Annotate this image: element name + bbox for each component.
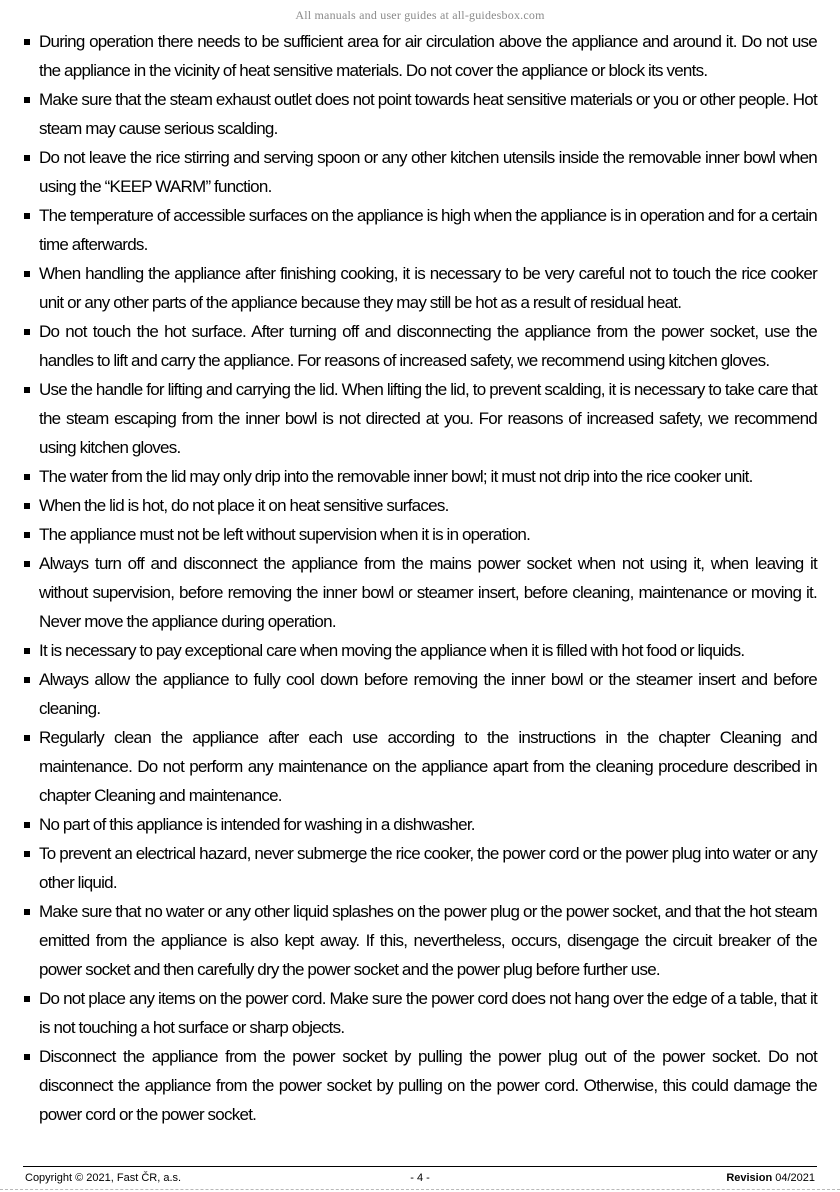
footer-revision-label: Revision — [726, 1172, 773, 1184]
square-bullet-icon — [24, 474, 30, 480]
bullet-text: Make sure that no water or any other liquid splashes on the power plug or the power socket, and that the hot steam emitted from the appliance is also kept away. If this, nevertheless, occurs, disengage the circuit breaker of the power socket and then carefully dry the power socket and the power plug before further use. — [39, 902, 817, 979]
bullet-item — [20, 27, 817, 85]
footer-page-number: - 4 - — [410, 1172, 430, 1184]
bullet-text: The appliance must not be left without supervision when it is in operation. — [39, 525, 531, 544]
bullet-item — [20, 897, 817, 984]
square-bullet-icon — [24, 648, 30, 654]
bullet-text: When the lid is hot, do not place it on heat sensitive surfaces. — [39, 496, 449, 515]
bullet-item — [20, 375, 817, 462]
square-bullet-icon — [24, 677, 30, 683]
square-bullet-icon — [24, 213, 30, 219]
bullet-text: When handling the appliance after finishing cooking, it is necessary to be very careful not to touch the rice cooker unit or any other parts of the appliance because they may still be hot as a result of residual heat. — [39, 264, 817, 312]
bullet-text: Disconnect the appliance from the power socket by pulling the power plug out of the power socket. Do not disconnect the appliance from the power socket by pulling on the power cord. Otherwise, this could damage the power cord or the power socket. — [39, 1047, 817, 1124]
page-bottom-divider — [0, 1189, 840, 1190]
bullet-text: Make sure that the steam exhaust outlet does not point towards heat sensitive materials or you or other people. Hot steam may cause serious scalding. — [39, 90, 817, 138]
bullet-text: No part of this appliance is intended for washing in a dishwasher. — [39, 815, 475, 834]
bullet-item — [20, 259, 817, 317]
bullet-text: The temperature of accessible surfaces on the appliance is high when the appliance is in operation and for a certain time afterwards. — [39, 206, 817, 254]
bullet-item — [20, 723, 817, 810]
square-bullet-icon — [24, 909, 30, 915]
bullet-text: Use the handle for lifting and carrying the lid. When lifting the lid, to prevent scalding, it is necessary to take care that the steam escaping from the inner bowl is not directed at you. For reasons of increased safety, we recommend using kitchen gloves. — [39, 380, 817, 457]
bullet-item — [20, 810, 817, 839]
bullet-item — [20, 85, 817, 143]
square-bullet-icon — [24, 97, 30, 103]
bullet-item — [20, 1042, 817, 1129]
bullet-text: Do not place any items on the power cord. Make sure the power cord does not hang over the edge of a table, that it is not touching a hot surface or sharp objects. — [39, 989, 817, 1037]
bullet-text: Do not leave the rice stirring and serving spoon or any other kitchen utensils inside the removable inner bowl when using the “KEEP WARM” function. — [39, 148, 817, 196]
footer-revision-date: 04/2021 — [775, 1172, 815, 1184]
bullet-item — [20, 520, 817, 549]
bullet-item — [20, 462, 817, 491]
bullet-item — [20, 491, 817, 520]
square-bullet-icon — [24, 503, 30, 509]
bullet-text: The water from the lid may only drip into the removable inner bowl; it must not drip into the rice cooker unit. — [39, 467, 753, 486]
bullet-text: Always allow the appliance to fully cool down before removing the inner bowl or the steamer insert and before cleaning. — [39, 670, 817, 718]
bullet-item — [20, 636, 817, 665]
bullet-text: Always turn off and disconnect the appliance from the mains power socket when not using it, when leaving it without supervision, before removing the inner bowl or steamer insert, before cleaning, maintenance or moving it. Never move the appliance during operation. — [39, 554, 817, 631]
bullet-text: To prevent an electrical hazard, never submerge the rice cooker, the power cord or the power plug into water or any other liquid. — [39, 844, 817, 892]
bullet-item — [20, 549, 817, 636]
square-bullet-icon — [24, 532, 30, 538]
footer-divider — [23, 1166, 817, 1167]
square-bullet-icon — [24, 1054, 30, 1060]
bullet-text: During operation there needs to be sufficient area for air circulation above the appliance and around it. Do not use the appliance in the vicinity of heat sensitive materials. Do not cover the appliance or block its vents. — [39, 32, 817, 80]
page-footer — [25, 1170, 815, 1186]
square-bullet-icon — [24, 39, 30, 45]
square-bullet-icon — [24, 329, 30, 335]
instructions-body — [20, 27, 817, 1129]
footer-revision — [726, 1170, 815, 1186]
bullet-item — [20, 984, 817, 1042]
square-bullet-icon — [24, 155, 30, 161]
square-bullet-icon — [24, 822, 30, 828]
square-bullet-icon — [24, 387, 30, 393]
bullet-item — [20, 201, 817, 259]
footer-copyright: Copyright © 2021, Fast ČR, a.s. — [25, 1172, 182, 1184]
bullet-text: It is necessary to pay exceptional care when moving the appliance when it is filled with hot food or liquids. — [39, 641, 745, 660]
bullet-item — [20, 665, 817, 723]
square-bullet-icon — [24, 996, 30, 1002]
square-bullet-icon — [24, 851, 30, 857]
bullet-text: Do not touch the hot surface. After turning off and disconnecting the appliance from the power socket, use the handles to lift and carry the appliance. For reasons of increased safety, we recommend using kitchen gloves. — [39, 322, 817, 370]
bullet-item — [20, 143, 817, 201]
bullet-item — [20, 317, 817, 375]
square-bullet-icon — [24, 561, 30, 567]
watermark: All manuals and user guides at all-guidesbox.com — [295, 8, 545, 22]
bullet-item — [20, 839, 817, 897]
square-bullet-icon — [24, 271, 30, 277]
square-bullet-icon — [24, 735, 30, 741]
safety-bullet-list — [20, 27, 817, 1129]
bullet-text: Regularly clean the appliance after each use according to the instructions in the chapter Cleaning and maintenance. Do not perform any maintenance on the appliance apart from the cleaning procedure described in chapter Cleaning and maintenance. — [39, 728, 817, 805]
